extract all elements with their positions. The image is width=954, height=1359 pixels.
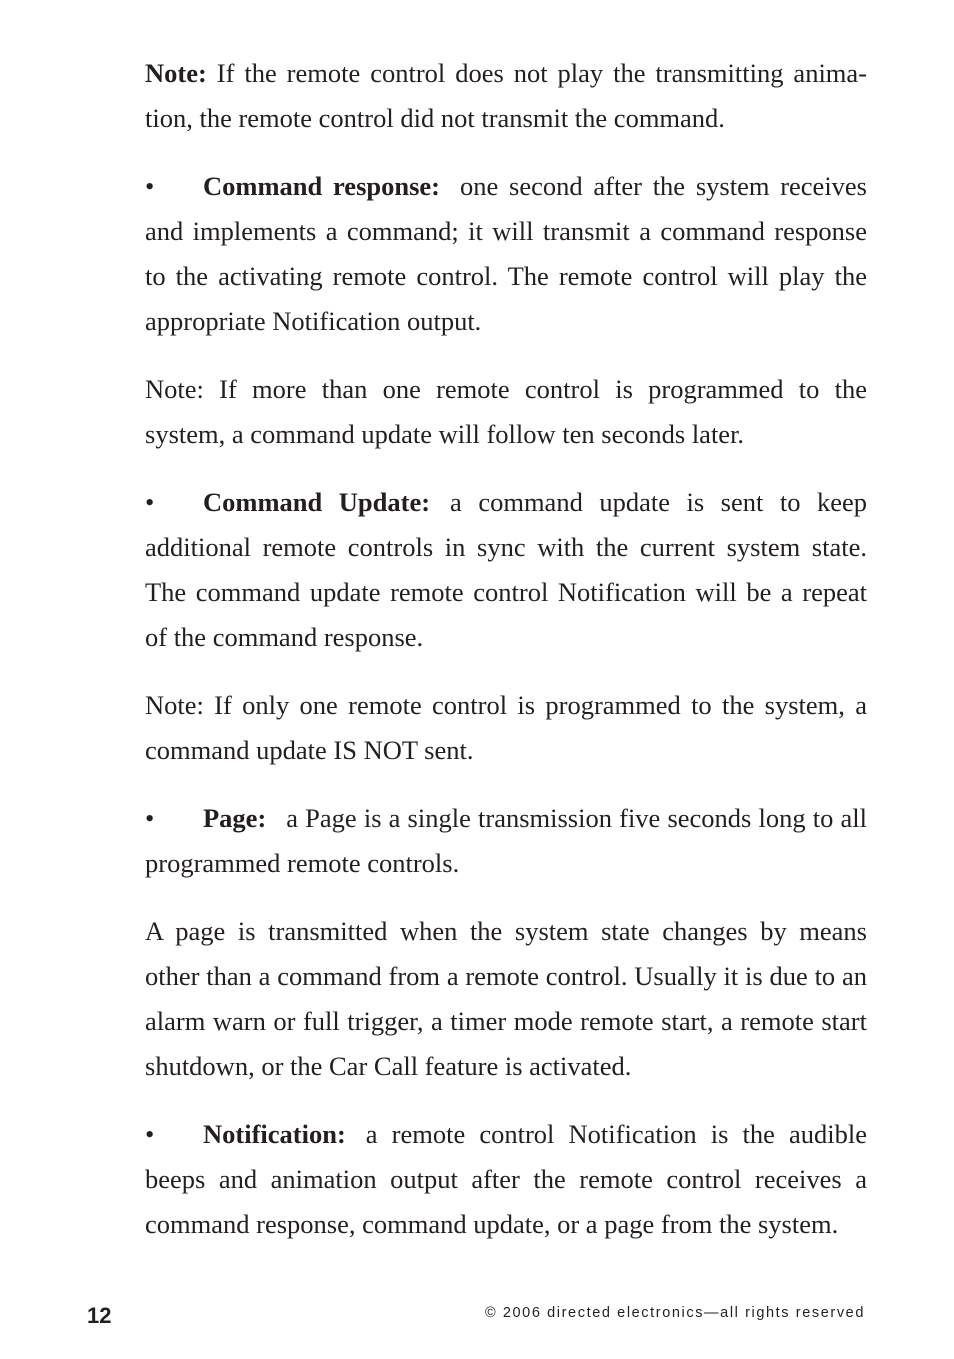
multiple-remotes-note: Note: If more than one remote control is programmed to the system, a command update will follow ten seconds later.: [145, 374, 867, 449]
single-remote-note: Note: If only one remote control is programmed to the system, a command update IS NOT sent.: [145, 690, 867, 765]
bullet-page: [145, 796, 867, 886]
transmit-note: [145, 51, 867, 141]
page-number: 12: [87, 1303, 112, 1328]
bullet-text: a Page is a single transmission five seconds long to all programmed remote controls.: [145, 803, 867, 878]
bullet-command-response: [145, 164, 867, 344]
bullet-mark: •: [145, 1119, 155, 1149]
bullet-text: a command update is sent to keep additional remote controls in sync with the current system state. The command update remote control Notification will be a repeat of the command response.: [145, 487, 867, 652]
bullet-mark: •: [145, 487, 155, 517]
bullet-term: Command response:: [203, 171, 441, 201]
bullet-command-update: [145, 480, 867, 660]
note-text: If the remote control does not play the transmitting animation, the remote control did not transmit the command.: [145, 58, 868, 133]
bullet-term: Page:: [203, 803, 267, 833]
bullet-text: a remote control Notification is the audible beeps and animation output after the remote control receives a command response, command update, or a page from the system.: [145, 1119, 867, 1239]
note-label: Note:: [145, 58, 207, 88]
bullet-text: one second after the system receives and implements a command; it will transmit a command response to the activating remote control. The remote control will play the appropriate Notification output.: [145, 171, 868, 336]
bullet-mark: •: [145, 803, 155, 833]
bullet-notification: [145, 1112, 867, 1247]
page-explanation-paragraph: A page is transmitted when the system state changes by means other than a command from a remote control. Usually it is due to an alarm warn or full trigger, a timer mode remote start, a remote start shutdown, or the Car Call feature is activated.: [145, 916, 867, 1081]
bullet-term: Command Update:: [203, 487, 431, 517]
bullet-mark: •: [145, 171, 155, 201]
page-body: [145, 51, 867, 1270]
copyright-notice: © 2006 directed electronics—all rights reserved: [484, 1305, 865, 1321]
bullet-term: Notification:: [203, 1119, 346, 1149]
